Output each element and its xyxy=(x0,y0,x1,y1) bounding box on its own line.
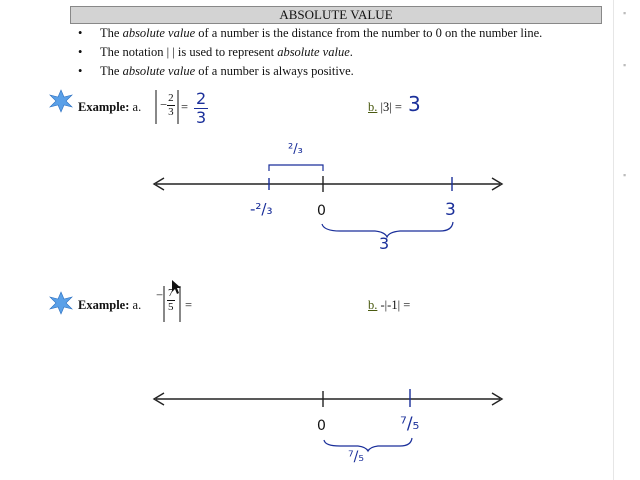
top-brace-label: ²/₃ xyxy=(288,142,303,157)
panel-marker-icon: ▪ xyxy=(623,170,627,180)
panel-marker-icon: ▪ xyxy=(623,60,627,70)
tick-label-zero-2: 0 xyxy=(317,418,326,434)
bullet-item: • The absolute value of a number is always positive. xyxy=(78,62,638,81)
tick-label-zero: 0 xyxy=(317,203,326,219)
panel-marker-icon: ▪ xyxy=(623,8,627,18)
number-line-2 xyxy=(154,389,502,451)
example-1b: b. |3| = xyxy=(368,100,402,114)
bottom-brace-label: 3 xyxy=(379,234,390,253)
bullet-item: • The notation | | is used to represent absolute value. xyxy=(78,43,638,62)
example-1a-answer: 2 3 xyxy=(196,89,207,127)
example-2a-fraction: $\frac{7}{5}$ xyxy=(168,287,174,313)
example-1a-expression: − $\frac{2}{3}$ xyxy=(160,92,174,118)
star-icon xyxy=(50,292,72,314)
tick-label-three: 3 xyxy=(445,200,456,220)
example-1-label: Example: a. xyxy=(78,100,142,114)
example-2b: b. -|-1| = xyxy=(368,298,411,312)
bottom-brace-label-2: ⁷/₅ xyxy=(348,449,364,465)
star-icon xyxy=(50,90,72,112)
viewer-side-panel xyxy=(613,0,640,480)
bullet-item: • The absolute value of a number is the distance from the number to 0 on the number line. xyxy=(78,24,638,43)
example-1b-answer: 3 xyxy=(408,92,421,116)
example-2a-expression: − xyxy=(156,288,164,302)
page-title: ABSOLUTE VALUE xyxy=(70,6,602,24)
tick-label-seven-fifths: ⁷/₅ xyxy=(400,414,420,434)
tick-label-neg-two-thirds: -²/₃ xyxy=(250,200,273,218)
example-2-label: Example: a. xyxy=(78,298,142,312)
example-2a-equals: = xyxy=(185,298,193,312)
example-1a-equals: = xyxy=(181,100,189,114)
